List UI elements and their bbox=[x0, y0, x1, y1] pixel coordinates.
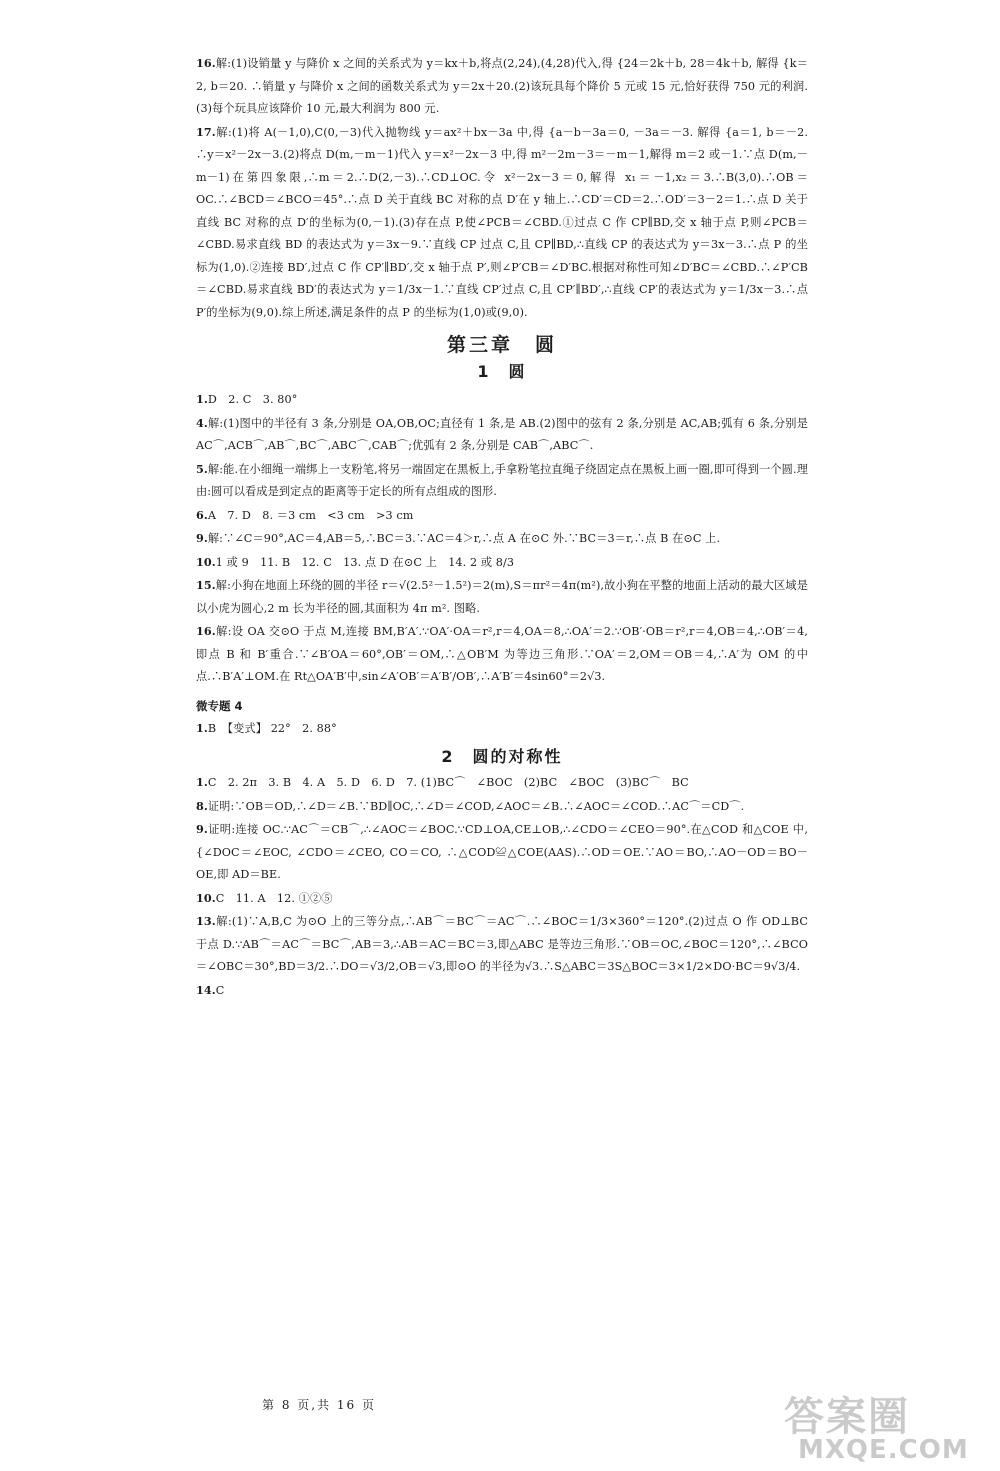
sub-heading: 微专题 4 bbox=[196, 698, 243, 713]
answer-number: 1. bbox=[196, 392, 208, 406]
answer-number: 16. bbox=[196, 624, 216, 638]
answer-text: C 11. A 12. ①②⑤ bbox=[215, 891, 333, 905]
answer-text: C bbox=[215, 983, 225, 997]
answer-item bbox=[196, 121, 808, 325]
answer-item bbox=[196, 979, 808, 1003]
answer-text: B 【变式】 22° 2. 88° bbox=[207, 721, 337, 735]
answer-number: 8. bbox=[196, 798, 208, 813]
answer-number: 4. bbox=[196, 415, 208, 430]
answer-item bbox=[196, 795, 808, 819]
answer-text: 证明:连接 OC.∵AC⌒＝CB⌒,∴∠AOC＝∠BOC.∵CD⊥OA,CE⊥OB,∴∠CDO＝∠CEO＝90°.在△COD 和△COE 中,{∠DOC＝∠EOC, ∠CDO＝∠CEO, CO＝CO, ∴△COD≌△COE(AAS).∴OD＝OE.∵AO＝BO,∴AO－OD＝BO－OE,即 AD＝BE. bbox=[196, 823, 808, 881]
answer-number: 6. bbox=[196, 507, 208, 522]
answer-number: 14. bbox=[196, 982, 216, 997]
answer-text: 解:(1)设销量 y 与降价 x 之间的关系式为 y＝kx＋b,将点(2,24),(4,28)代入,得 {24＝2k＋b, 28＝4k＋b, 解得 {k＝2, b＝20. ∴销量 y 与降价 x 之间的函数关系式为 y＝2x＋20.(2)该玩具每个降价 5 元或 15 元,恰好获得 750 元的利润.(3)每个玩具应该降价 10 元,最大利润为 800 元. bbox=[196, 57, 808, 115]
answer-item bbox=[196, 551, 808, 575]
answer-item bbox=[196, 771, 808, 795]
answer-item bbox=[196, 887, 808, 911]
answer-item bbox=[196, 574, 808, 620]
answer-item bbox=[196, 818, 808, 887]
answer-item bbox=[196, 620, 808, 689]
answer-item bbox=[196, 910, 808, 979]
answer-text: 1 或 9 11. B 12. C 13. 点 D 在⊙C 上 14. 2 或 8/3 bbox=[215, 555, 515, 569]
answer-text: D 2. C 3. 80° bbox=[207, 393, 298, 406]
watermark-sub: MXQE.COM bbox=[798, 1435, 969, 1465]
section-title: 2 圆的对称性 bbox=[441, 747, 563, 766]
answer-item bbox=[196, 527, 808, 551]
section-title: 1 圆 bbox=[477, 362, 527, 381]
answer-text: 解:∵∠C＝90°,AC＝4,AB＝5,∴BC＝3.∵AC＝4＞r,∴点 A 在⊙C 外.∵BC＝3＝r,∴点 B 在⊙C 上. bbox=[207, 532, 721, 545]
answer-text: C 2. 2π 3. B 4. A 5. D 6. D 7. (1)BC⌒ ∠BOC (2)BC ∠BOC (3)BC⌒ BC bbox=[207, 776, 689, 789]
answer-number: 5. bbox=[196, 461, 208, 476]
answer-number: 1. bbox=[196, 775, 208, 789]
answer-number: 17. bbox=[196, 124, 216, 139]
answer-item bbox=[196, 52, 808, 121]
answer-item bbox=[196, 458, 808, 504]
page-footer: 第 8 页,共 16 页 bbox=[262, 1398, 376, 1412]
answer-number: 16. bbox=[196, 56, 216, 70]
answer-text: 解:(1)将 A(－1,0),C(0,－3)代入抛物线 y＝ax²＋bx－3a 中,得 {a－b－3a＝0, －3a＝－3. 解得 {a＝1, b＝－2. ∴y＝x²－2x－3.(2)将点 D(m,－m－1)代入 y＝x²－2x－3 中,得 m²－2m－3＝－m－1,解得 m＝2 或－1.∵点 D(m,－m－1)在第四象限,∴m＝2.∴D(2,－3).∴CD⊥OC.令 x²－2x－3＝0,解得 x₁＝－1,x₂＝3.∴B(3,0).∴OB＝OC.∴∠BCD＝∠BCO＝45°.∴点 D 关于直线 BC 对称的点 D′在 y 轴上.∴CD′＝CD＝2.∴OD′＝3－2＝1.∴点 D 关于直线 BC 对称的点 D′的坐标为(0,－1).(3)存在点 P,使∠PCB＝∠CBD.①过点 C 作 CP∥BD,交 x 轴于点 P,则∠PCB＝∠CBD.易求直线 BD 的表达式为 y＝3x－9.∵直线 CP 过点 C,且 CP∥BD,∴直线 CP 的表达式为 y＝3x－3.∴点 P 的坐标为(1,0).②连接 BD′,过点 C 作 CP′∥BD′,交 x 轴于点 P′,则∠P′CB＝∠D′BC.根据对称性可知∠D′BC＝∠CBD.∴∠P′CB＝∠CBD.易求直线 BD′的表达式为 y＝1/3x－1.∵直线 CP′过点 C,且 CP′∥BD′,∴直线 CP′的表达式为 y＝1/3x－3.∴点 P′的坐标为(9,0).综上所述,满足条件的点 P 的坐标为(1,0)或(9,0). bbox=[196, 125, 808, 319]
answer-number: 10. bbox=[196, 554, 216, 569]
answer-number: 9. bbox=[196, 822, 208, 836]
answer-item bbox=[196, 388, 808, 412]
answer-item bbox=[196, 412, 808, 458]
chapter-title: 第三章 圆 bbox=[446, 334, 557, 356]
answer-text: 解:(1)图中的半径有 3 条,分别是 OA,OB,OC;直径有 1 条,是 AB.(2)图中的弦有 2 条,分别是 AC,AB;弧有 6 条,分别是 AC⌒,ACB⌒,AB⌒,BC⌒,ABC⌒,CAB⌒;优弧有 2 条,分别是 CAB⌒,ABC⌒. bbox=[196, 416, 808, 452]
watermark-main: 答案圈 bbox=[784, 1394, 910, 1440]
answer-item bbox=[196, 504, 808, 528]
answer-number: 9. bbox=[196, 531, 208, 545]
answer-text: 证明:∵OB＝OD,∴∠D＝∠B.∵BD∥OC,∴∠D＝∠COD,∠AOC＝∠B.∴∠AOC＝∠COD.∴AC⌒＝CD⌒. bbox=[207, 799, 745, 813]
answer-number: 1. bbox=[196, 720, 208, 735]
watermark-logo bbox=[770, 1385, 980, 1467]
answer-number: 10. bbox=[196, 890, 216, 905]
answer-number: 13. bbox=[196, 914, 216, 928]
answer-text: A 7. D 8. ＝3 cm <3 cm >3 cm bbox=[207, 508, 414, 522]
answer-page bbox=[196, 52, 808, 1002]
answer-text: 解:小狗在地面上环绕的圆的半径 r＝√(2.5²－1.5²)＝2(m),S＝πr²＝4π(m²),故小狗在平整的地面上活动的最大区域是以小虎为圆心,2 m 长为半径的圆,其面积为 4π m². 图略. bbox=[196, 579, 808, 615]
answer-text: 解:设 OA 交⊙O 于点 M,连接 BM,B′A′.∵OA′·OA＝r²,r＝4,OA＝8,∴OA′＝2.∵OB′·OB＝r²,r＝4,OB＝4,∴OB′＝4,即点 B 和 B′重合.∵∠B′OA＝60°,OB′＝OM,∴△OB′M 为等边三角形.∵OA′＝2,OM＝OB＝4,∴A′为 OM 的中点.∴B′A′⊥OM.在 Rt△OA′B′中,sin∠A′OB′＝A′B′/OB′,∴A′B′＝4sin60°＝2√3. bbox=[196, 625, 808, 683]
answer-text: 解:(1)∵A,B,C 为⊙O 上的三等分点,∴AB⌒＝BC⌒＝AC⌒.∴∠BOC＝1/3×360°＝120°.(2)过点 O 作 OD⊥BC 于点 D.∵AB⌒＝AC⌒＝BC⌒,AB＝3,∴AB＝AC＝BC＝3,即△ABC 是等边三角形.∵OB＝OC,∠BOC＝120°,∴∠BCO＝∠OBC＝30°,BD＝3/2.∴DO＝√3/2,OB＝√3,即⊙O 的半径为√3.∴S△ABC＝3S△BOC＝3×1/2×DO·BC＝9√3/4. bbox=[196, 915, 808, 973]
answer-item bbox=[196, 717, 808, 741]
answer-text: 解:能.在小细绳一端绑上一支粉笔,将另一端固定在黑板上,手拿粉笔拉直绳子绕固定点在黑板上画一圈,即可得到一个圆.理由:圆可以看成是到定点的距离等于定长的所有点组成的图形. bbox=[196, 462, 808, 498]
answer-number: 15. bbox=[196, 578, 216, 592]
